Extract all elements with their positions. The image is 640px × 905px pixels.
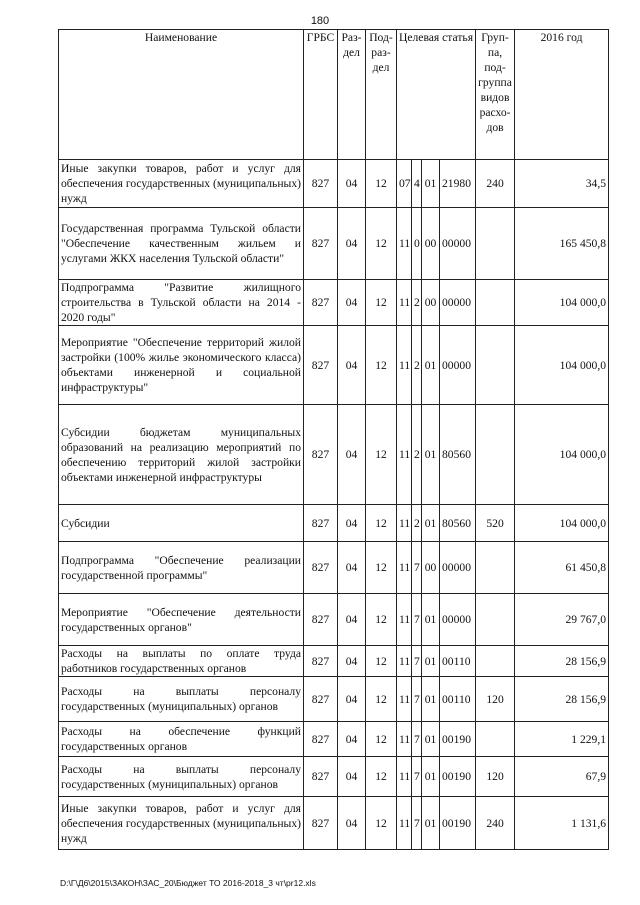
row-target-program: 07 xyxy=(397,160,412,208)
row-target-measure: 01 xyxy=(422,505,440,542)
row-amount: 1 229,1 xyxy=(515,722,609,757)
header-podrazdel: Под-раз-дел xyxy=(366,30,397,160)
row-target-program: 11 xyxy=(397,542,412,594)
row-amount: 1 131,6 xyxy=(515,797,609,850)
row-group: 120 xyxy=(476,677,515,722)
row-grbs: 827 xyxy=(304,757,338,797)
row-target-measure: 01 xyxy=(422,646,440,677)
row-target-direction: 00110 xyxy=(440,677,476,722)
row-group: 240 xyxy=(476,160,515,208)
header-year: 2016 год xyxy=(515,30,609,160)
row-target-measure: 01 xyxy=(422,722,440,757)
row-podrazdel: 12 xyxy=(366,208,397,280)
row-target-measure: 01 xyxy=(422,757,440,797)
row-target-program: 11 xyxy=(397,405,412,505)
row-podrazdel: 12 xyxy=(366,722,397,757)
row-target-program: 11 xyxy=(397,594,412,646)
row-grbs: 827 xyxy=(304,542,338,594)
row-amount: 104 000,0 xyxy=(515,280,609,326)
row-amount: 104 000,0 xyxy=(515,326,609,405)
row-target-subprogram: 2 xyxy=(412,280,422,326)
table-row xyxy=(59,208,609,280)
row-target-direction: 80560 xyxy=(440,505,476,542)
row-target-direction: 00190 xyxy=(440,757,476,797)
row-target-subprogram: 7 xyxy=(412,542,422,594)
row-razdel: 04 xyxy=(338,542,366,594)
table-row xyxy=(59,505,609,542)
row-target-direction: 00190 xyxy=(440,797,476,850)
row-razdel: 04 xyxy=(338,160,366,208)
row-name: Расходы на выплаты по оплате труда работников государственных органов xyxy=(59,646,304,677)
row-target-program: 11 xyxy=(397,646,412,677)
row-razdel: 04 xyxy=(338,280,366,326)
table-row xyxy=(59,326,609,405)
row-group xyxy=(476,280,515,326)
header-target: Целевая статья xyxy=(397,30,476,160)
table-row xyxy=(59,757,609,797)
row-group: 520 xyxy=(476,505,515,542)
table-row xyxy=(59,542,609,594)
row-podrazdel: 12 xyxy=(366,677,397,722)
row-razdel: 04 xyxy=(338,594,366,646)
row-grbs: 827 xyxy=(304,722,338,757)
row-group xyxy=(476,646,515,677)
row-grbs: 827 xyxy=(304,405,338,505)
header-row xyxy=(59,30,609,160)
row-grbs: 827 xyxy=(304,326,338,405)
header-grbs: ГРБС xyxy=(304,30,338,160)
table-body xyxy=(59,160,609,850)
page-number: 180 xyxy=(310,15,330,27)
row-target-direction: 00190 xyxy=(440,722,476,757)
row-podrazdel: 12 xyxy=(366,646,397,677)
row-target-subprogram: 0 xyxy=(412,208,422,280)
row-podrazdel: 12 xyxy=(366,326,397,405)
row-amount: 28 156,9 xyxy=(515,646,609,677)
row-target-direction: 21980 xyxy=(440,160,476,208)
row-target-program: 11 xyxy=(397,505,412,542)
row-name: Расходы на обеспечение функций государственных органов xyxy=(59,722,304,757)
row-target-program: 11 xyxy=(397,722,412,757)
row-target-measure: 01 xyxy=(422,160,440,208)
row-target-direction: 00000 xyxy=(440,542,476,594)
row-group: 120 xyxy=(476,757,515,797)
row-razdel: 04 xyxy=(338,326,366,405)
row-podrazdel: 12 xyxy=(366,405,397,505)
row-name: Иные закупки товаров, работ и услуг для обеспечения государственных (муниципальных) нужд xyxy=(59,797,304,850)
row-name: Субсидии бюджетам муниципальных образований на реализацию мероприятий по обеспечению территорий жилой застройки объектами инженерной инфраструктуры xyxy=(59,405,304,505)
table-row xyxy=(59,160,609,208)
row-name: Мероприятие "Обеспечение деятельности государственных органов" xyxy=(59,594,304,646)
row-target-subprogram: 7 xyxy=(412,646,422,677)
row-target-subprogram: 7 xyxy=(412,757,422,797)
row-target-measure: 01 xyxy=(422,405,440,505)
row-podrazdel: 12 xyxy=(366,160,397,208)
budget-table xyxy=(58,29,609,850)
row-podrazdel: 12 xyxy=(366,280,397,326)
row-target-program: 11 xyxy=(397,326,412,405)
table-row xyxy=(59,677,609,722)
row-target-program: 11 xyxy=(397,208,412,280)
row-grbs: 827 xyxy=(304,594,338,646)
table-row xyxy=(59,594,609,646)
row-name: Мероприятие "Обеспечение территорий жилой застройки (100% жилье экономического класса) объектами инженерной и социальной инфраструктуры" xyxy=(59,326,304,405)
row-target-measure: 01 xyxy=(422,677,440,722)
row-target-subprogram: 2 xyxy=(412,326,422,405)
row-group xyxy=(476,405,515,505)
row-name: Расходы на выплаты персоналу государственных (муниципальных) органов xyxy=(59,757,304,797)
row-amount: 67,9 xyxy=(515,757,609,797)
row-grbs: 827 xyxy=(304,208,338,280)
row-target-direction: 00000 xyxy=(440,326,476,405)
row-name: Государственная программа Тульской области "Обеспечение качественным жильем и услугами ЖКХ населения Тульской области" xyxy=(59,208,304,280)
row-target-subprogram: 7 xyxy=(412,797,422,850)
header-name: Наименование xyxy=(59,30,304,160)
row-amount: 29 767,0 xyxy=(515,594,609,646)
row-target-subprogram: 7 xyxy=(412,594,422,646)
row-razdel: 04 xyxy=(338,405,366,505)
row-target-direction: 80560 xyxy=(440,405,476,505)
row-group: 240 xyxy=(476,797,515,850)
row-target-direction: 00000 xyxy=(440,280,476,326)
row-name: Расходы на выплаты персоналу государственных (муниципальных) органов xyxy=(59,677,304,722)
row-target-subprogram: 2 xyxy=(412,505,422,542)
row-podrazdel: 12 xyxy=(366,757,397,797)
row-grbs: 827 xyxy=(304,646,338,677)
header-group: Груп-па, под-группа видов расхо-дов xyxy=(476,30,515,160)
row-razdel: 04 xyxy=(338,797,366,850)
table-row xyxy=(59,405,609,505)
row-razdel: 04 xyxy=(338,677,366,722)
row-grbs: 827 xyxy=(304,160,338,208)
row-target-measure: 01 xyxy=(422,797,440,850)
row-target-measure: 01 xyxy=(422,594,440,646)
row-name: Подпрограмма "Развитие жилищного строительства в Тульской области на 2014 - 2020 годы" xyxy=(59,280,304,326)
row-group xyxy=(476,326,515,405)
row-target-program: 11 xyxy=(397,280,412,326)
row-target-measure: 00 xyxy=(422,280,440,326)
row-podrazdel: 12 xyxy=(366,542,397,594)
row-podrazdel: 12 xyxy=(366,505,397,542)
file-path-footer: D:\Г\Д6\2015\ЗАКОН\ЗАС_20\Бюджет ТО 2016-2018_3 чт\pr12.xls xyxy=(60,878,316,888)
row-target-program: 11 xyxy=(397,677,412,722)
row-razdel: 04 xyxy=(338,208,366,280)
row-target-measure: 00 xyxy=(422,208,440,280)
row-amount: 104 000,0 xyxy=(515,505,609,542)
row-target-subprogram: 2 xyxy=(412,405,422,505)
row-amount: 28 156,9 xyxy=(515,677,609,722)
row-target-measure: 00 xyxy=(422,542,440,594)
row-group xyxy=(476,722,515,757)
row-target-direction: 00000 xyxy=(440,594,476,646)
row-name: Субсидии xyxy=(59,505,304,542)
row-razdel: 04 xyxy=(338,757,366,797)
row-target-subprogram: 7 xyxy=(412,722,422,757)
row-grbs: 827 xyxy=(304,797,338,850)
table-row xyxy=(59,280,609,326)
row-razdel: 04 xyxy=(338,646,366,677)
row-grbs: 827 xyxy=(304,677,338,722)
row-group xyxy=(476,594,515,646)
row-target-direction: 00000 xyxy=(440,208,476,280)
row-target-subprogram: 4 xyxy=(412,160,422,208)
row-target-direction: 00110 xyxy=(440,646,476,677)
row-target-subprogram: 7 xyxy=(412,677,422,722)
table-row xyxy=(59,646,609,677)
row-razdel: 04 xyxy=(338,505,366,542)
row-name: Подпрограмма "Обеспечение реализации государственной программы" xyxy=(59,542,304,594)
row-group xyxy=(476,542,515,594)
row-amount: 34,5 xyxy=(515,160,609,208)
row-podrazdel: 12 xyxy=(366,797,397,850)
row-grbs: 827 xyxy=(304,505,338,542)
row-razdel: 04 xyxy=(338,722,366,757)
row-name: Иные закупки товаров, работ и услуг для обеспечения государственных (муниципальных) нужд xyxy=(59,160,304,208)
row-grbs: 827 xyxy=(304,280,338,326)
row-target-measure: 01 xyxy=(422,326,440,405)
row-group xyxy=(476,208,515,280)
table-row xyxy=(59,797,609,850)
row-target-program: 11 xyxy=(397,797,412,850)
header-razdel: Раз-дел xyxy=(338,30,366,160)
row-amount: 104 000,0 xyxy=(515,405,609,505)
row-amount: 165 450,8 xyxy=(515,208,609,280)
table-row xyxy=(59,722,609,757)
row-target-program: 11 xyxy=(397,757,412,797)
row-podrazdel: 12 xyxy=(366,594,397,646)
row-amount: 61 450,8 xyxy=(515,542,609,594)
